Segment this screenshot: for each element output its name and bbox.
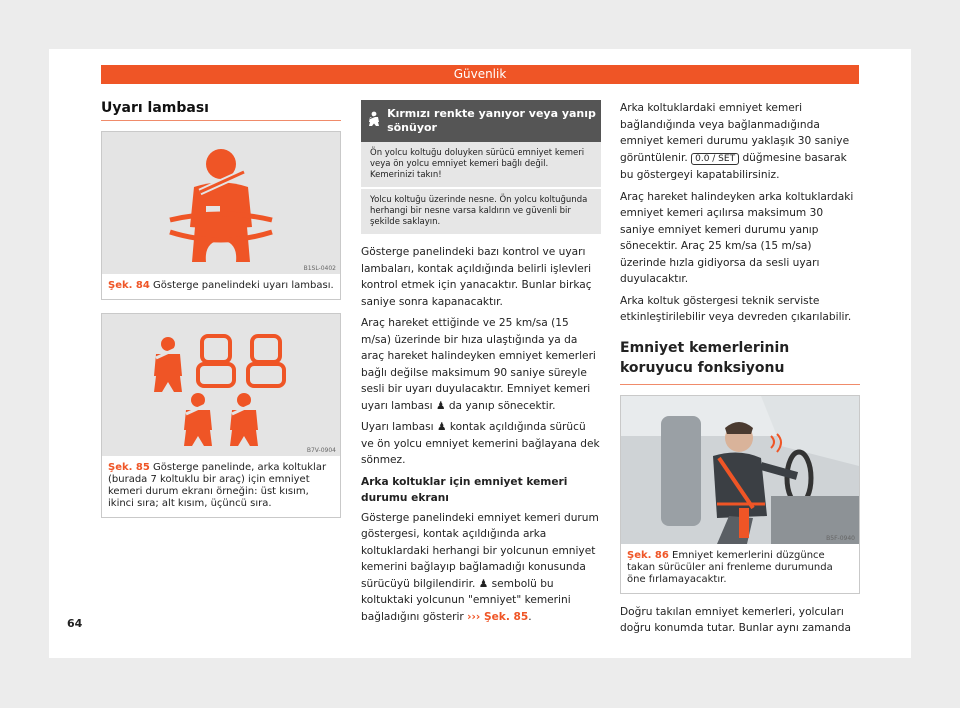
paragraph-text: da yanıp sönecektir. [448,399,556,412]
paragraph-text: Uyarı lambası [361,421,434,433]
figure-84 [101,131,341,300]
figure-86 [620,395,860,594]
section-title: Emniyet kemerlerinin koruyucu fonksiyonu [620,339,790,376]
punctuation: . [528,610,532,623]
paragraph-text: kontak açıldığında sürücü ve ön yolcu emniyet kemerini bağlayana dek sönmez. [361,421,600,466]
figure-code: B7V-0904 [306,447,336,454]
figure-code: B1SL-0402 [303,265,336,272]
paragraph-text: Gösterge panelindeki emniyet kemeri durum göstergesi, kontak açıldığında arka koltuklardaki herhangi bir yolcunun emniyet kemerini bağlayıp bağlamadığı konusunda sürücüyü bilgilendirir. [361,511,599,590]
figure-caption-text: Gösterge panelindeki uyarı lambası. [153,280,334,291]
seatbelt-icon: ♟ [435,399,446,412]
paragraph [620,100,860,184]
figure-code: B5F-0940 [826,534,855,542]
figure-label: Şek. 85 [108,462,150,473]
driver-illustration [621,396,859,544]
paragraph: Doğru takılan emniyet kemerleri, yolcuları doğru konumda tutar. Bunlar aynı zamanda [620,605,852,634]
set-key: 0.0 / SET [691,153,739,165]
column-3 [620,100,860,642]
figure-caption-text: Gösterge panelinde, arka koltuklar (burada 7 koltuklu bir araç) için emniyet kemeri durum ekranı örneğin: üst kısım, ikinci sıra; alt kısım, üçüncü sıra. [108,462,327,509]
subheading: Arka koltuklar için emniyet kemeri durumu ekranı [361,475,568,504]
figure-label: Şek. 86 [627,549,669,561]
figure-link[interactable]: ››› Şek. 85 [467,610,529,623]
paragraph [361,510,601,626]
paragraph: Gösterge panelindeki bazı kontrol ve uyarı lambaları, kontak açıldığında belirli işlevleri kontrol etmek için yanacaktır. Bunlar birkaç saniye sonra kapanacaktır. [361,246,592,308]
figure-85-image [102,314,340,456]
section-header: Güvenlik [101,65,859,84]
section-title: Uyarı lambası [101,100,209,116]
seatbelt-warning-icon [102,132,340,274]
warning-item: Yolcu koltuğu üzerinde nesne. Ön yolcu koltuğunda herhangi bir nesne varsa kaldırın ve güvenli bir şekilde saklayın. [361,189,601,236]
paragraph-text: sembolü bu koltuktaki yolcunun "emniyet" kemerini bağladığını gösterir [361,577,571,623]
warning-item: Ön yolcu koltuğu doluyken sürücü emniyet kemeri veya ön yolcu emniyet kemeri bağlı değil. Kemerinizi takın! [361,142,601,189]
figure-84-caption [102,274,340,299]
paragraph-text: düğmesine basarak bu göstergeyi kapatabilirsiniz. [620,151,847,181]
seatbelt-icon [361,111,387,131]
paragraph-text: Araç hareket ettiğinde ve 25 km/sa (15 m/sa) üzerinde bir hıza ulaştığında ya da araç hareket halindeyken emniyet kemerleri bağlı değilse maksimum 90 saniye süreyle sesli bir uyarı duyulacaktır. Emniyet kemeri uyarı lambası [361,317,596,412]
column-2 [361,100,601,630]
column-1 [101,100,341,518]
section-title-underline [620,338,860,385]
warning-table [361,100,601,236]
paragraph [361,315,601,414]
warning-table-header [361,100,601,142]
paragraph: Araç hareket halindeyken arka koltuklardaki emniyet kemeri açılırsa maksimum 30 saniye emniyet kemeri durumu yanıp sönecektir. Araç 25 km/sa (15 m/sa) üzerinde hızla gidiyorsa da sesli uyarı duyulacaktır. [620,190,854,285]
figure-85-caption [102,456,340,517]
figure-label: Şek. 84 [108,280,150,291]
page-number: 64 [67,617,83,630]
figure-86-caption [621,544,859,593]
seatbelt-icon: ♟ [437,421,447,433]
figure-caption-text: Emniyet kemerlerini düzgünce takan sürücüler ani frenleme durumunda öne fırlamayacaktır. [627,549,833,585]
warning-title: Kırmızı renkte yanıyor veya yanıp sönüyor [387,107,596,134]
paragraph [361,419,601,469]
paragraph-text: Arka koltuklardaki emniyet kemeri bağlandığında veya bağlanmadığında emniyet kemeri durumu yaklaşık 30 saniye görüntülenir. [620,102,850,164]
section-title-underline [101,100,341,121]
figure-85 [101,313,341,518]
seatbelt-icon: ♟ [478,577,489,590]
figure-84-image [102,132,340,274]
paragraph: Arka koltuk göstergesi teknik serviste etkinleştirilebilir veya devreden çıkarılabilir. [620,294,852,323]
figure-86-image [621,396,859,544]
rear-seatbelt-status-icon [102,314,340,456]
